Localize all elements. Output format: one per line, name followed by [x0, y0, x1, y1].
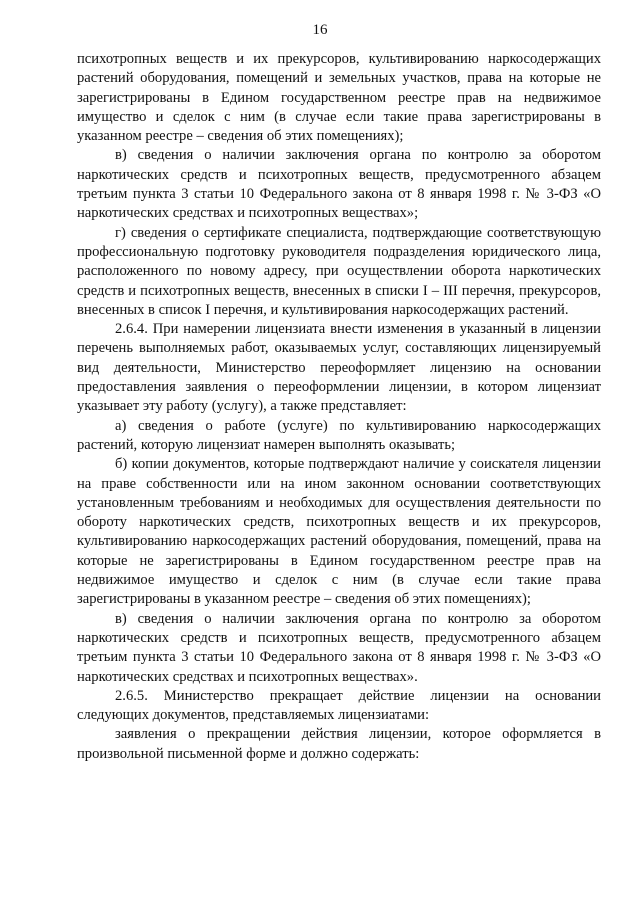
paragraph-item-v: в) сведения о наличии заключения органа по контролю за оборотом наркотических средств и психотропных веществ, предусмотренного абзацем третьим пункта 3 статьи 10 Федерального закона от 8 января 1998 г. № 3-ФЗ «О наркотических средствах и психотропных веществах»; [77, 147, 601, 222]
paragraph-continuation: психотропных веществ и их прекурсоров, культивированию наркосодержащих растений оборудования, помещений и земельных участков, права на которые не зарегистрированы в Едином государственном реестре прав на недвижимое имущество и сделок с ним (в случае если такие права зарегистрированы в указанном реестре – сведения об этих помещениях); [77, 51, 601, 145]
page-number: 16 [312, 22, 328, 38]
paragraph-item-g: г) сведения о сертификате специалиста, подтверждающие соответствующую профессиональную подготовку руководителя подразделения юридического лица, расположенного по новому адресу, при осуществлении оборота наркотических средств и психотропных веществ, внесенных в списки I – III перечня, прекурсоров, внесенных в список I перечня, и культивирования наркосодержащих растений. [77, 224, 601, 318]
document-body [77, 50, 601, 764]
paragraph-termination-application: заявления о прекращении действия лицензии, которое оформляется в произвольной письменной форме и должно содержать: [77, 726, 601, 762]
paragraph-clause-2-6-5: 2.6.5. Министерство прекращает действие лицензии на основании следующих документов, представляемых лицензиатами: [77, 687, 601, 724]
paragraph-item-v-second: в) сведения о наличии заключения органа по контролю за оборотом наркотических средств и психотропных веществ, предусмотренного абзацем третьим пункта 3 статьи 10 Федерального закона от 8 января 1998 г. № 3-ФЗ «О наркотических средствах и психотропных веществах». [77, 610, 601, 685]
paragraph-item-b: б) копии документов, которые подтверждают наличие у соискателя лицензии на праве собственности или на ином законном основании соответствующих установленным требованиям и необходимых для осуществления деятельности по обороту наркотических средств, психотропных веществ и их прекурсоров, культивированию наркосодержащих растений оборудования, помещений, права на которые не зарегистрированы в Едином государственном реестре прав на недвижимое имущество и сделок с ним (в случае если такие права зарегистрированы в указанном реестре – сведения об этих помещениях); [77, 456, 601, 608]
paragraph-clause-2-6-4: 2.6.4. При намерении лицензиата внести изменения в указанный в лицензии перечень выполняемых работ, оказываемых услуг, составляющих лицензируемый вид деятельности, Министерство переоформляет лицензию на основании предоставления заявления о переоформлении лицензии, в котором лицензиат указывает эту работу (услугу), а также представляет: [77, 321, 601, 415]
paragraph-item-a: а) сведения о работе (услуге) по культивированию наркосодержащих растений, которую лицензиат намерен выполнять оказывать; [77, 417, 601, 453]
